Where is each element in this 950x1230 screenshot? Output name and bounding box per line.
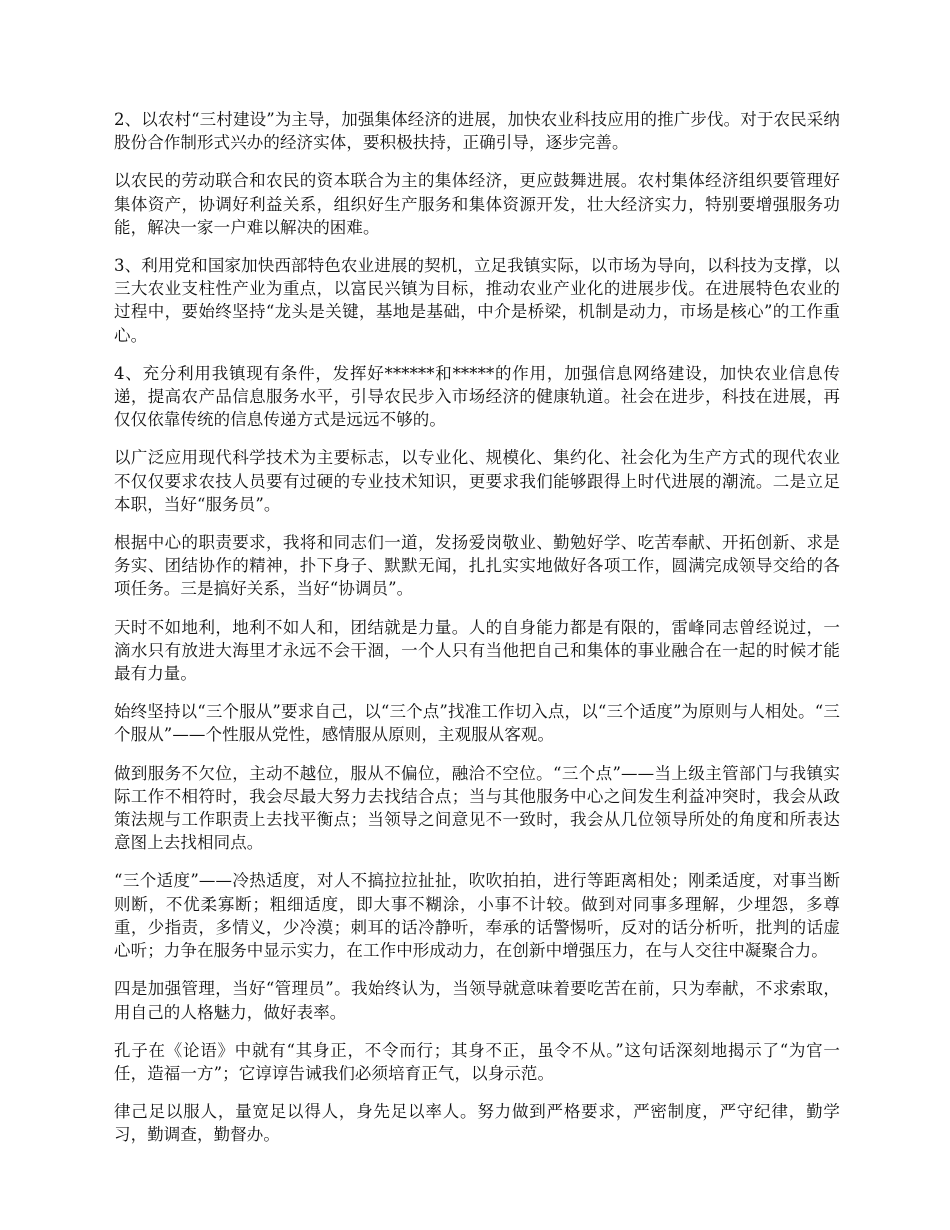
paragraph-8: 始终坚持以“三个服从”要求自己，以“三个点”找准工作切入点，以“三个适度”为原则与人相处。“三个服从”——个性服从党性，感情服从原则，主观服从客观。 xyxy=(114,702,840,745)
paragraph-10: “三个适度”——冷热适度，对人不搞拉拉扯扯，吹吹拍拍，进行等距离相处；刚柔适度，对事当断则断，不优柔寡断；粗细适度，即大事不糊涂，小事不计较。做到对同事多理解，少埋怨，多尊重，少指责，多情义，少冷漠；刺耳的话冷静听，奉承的话警惕听，反对的话分析听，批判的话虚心听；力争在服务中显示实力，在工作中形成动力，在创新中增强压力，在与人交往中凝聚合力。 xyxy=(114,871,840,961)
paragraph-4: 4、充分利用我镇现有条件，发挥好******和*****的作用，加强信息网络建设，加快农业信息传递，提高农产品信息服务水平，引导农民步入市场经济的健康轨道。社会在进步，科技在进展，再仅仅依靠传统的信息传递方式是远远不够的。 xyxy=(114,363,840,430)
paragraph-7: 天时不如地利，地利不如人和，团结就是力量。人的自身能力都是有限的，雷峰同志曾经说过，一滴水只有放进大海里才永远不会干涸，一个人只有当他把自己和集体的事业融合在一起的时候才能最有力量。 xyxy=(114,617,840,684)
paragraph-6: 根据中心的职责要求，我将和同志们一道，发扬爱岗敬业、勤勉好学、吃苦奉献、开拓创新、求是务实、团结协作的精神，扑下身子、默默无闻，扎扎实实地做好各项工作，圆满完成领导交给的各项任务。三是搞好关系，当好“协调员”。 xyxy=(114,533,840,599)
paragraph-5: 以广泛应用现代科学技术为主要标志，以专业化、规模化、集约化、社会化为生产方式的现代农业不仅仅要求农技人员要有过硬的专业技术知识，更要求我们能够跟得上时代进展的潮流。二是立足本职，当好“服务员”。 xyxy=(114,448,840,514)
paragraph-3: 3、利用党和国家加快西部特色农业进展的契机，立足我镇实际，以市场为导向，以科技为支撑，以三大农业支柱性产业为重点，以富民兴镇为目标，推动农业产业化的进展步伐。在进展特色农业的过程中，要始终坚持“龙头是关键，基地是基础，中介是桥梁，机制是动力，市场是核心”的工作重心。 xyxy=(114,256,840,345)
document-body xyxy=(114,108,840,1162)
paragraph-1: 2、以农村“三村建设”为主导，加强集体经济的进展，加快农业科技应用的推广步伐。对于农民采纳股份合作制形式兴办的经济实体，要积极扶持，正确引导，逐步完善。 xyxy=(114,110,840,153)
paragraph-11: 四是加强管理，当好“管理员”。我始终认为，当领导就意味着要吃苦在前，只为奉献，不求索取，用自己的人格魅力，做好表率。 xyxy=(114,979,840,1022)
paragraph-2: 以农民的劳动联合和农民的资本联合为主的集体经济，更应鼓舞进展。农村集体经济组织要管理好集体资产，协调好利益关系，组织好生产服务和集体资源开发，壮大经济实力，特别要增强服务功能，解决一家一户难以解决的困难。 xyxy=(114,171,840,237)
paragraph-12: 孔子在《论语》中就有“其身正，不令而行；其身不正，虽令不从。”这句话深刻地揭示了“为官一任，造福一方”；它谆谆告诫我们必须培育正气，以身示范。 xyxy=(114,1040,840,1083)
paragraph-13: 律己足以服人，量宽足以得人，身先足以率人。努力做到严格要求，严密制度，严守纪律，勤学习，勤调查，勤督办。 xyxy=(114,1102,840,1145)
paragraph-9: 做到服务不欠位，主动不越位，服从不偏位，融洽不空位。“三个点”——当上级主管部门与我镇实际工作不相符时，我会尽最大努力去找结合点；当与其他服务中心之间发生利益冲突时，我会从政策法规与工作职责上去找平衡点；当领导之间意见不一致时，我会从几位领导所处的角度和所表达意图上去找相同点。 xyxy=(114,763,840,853)
